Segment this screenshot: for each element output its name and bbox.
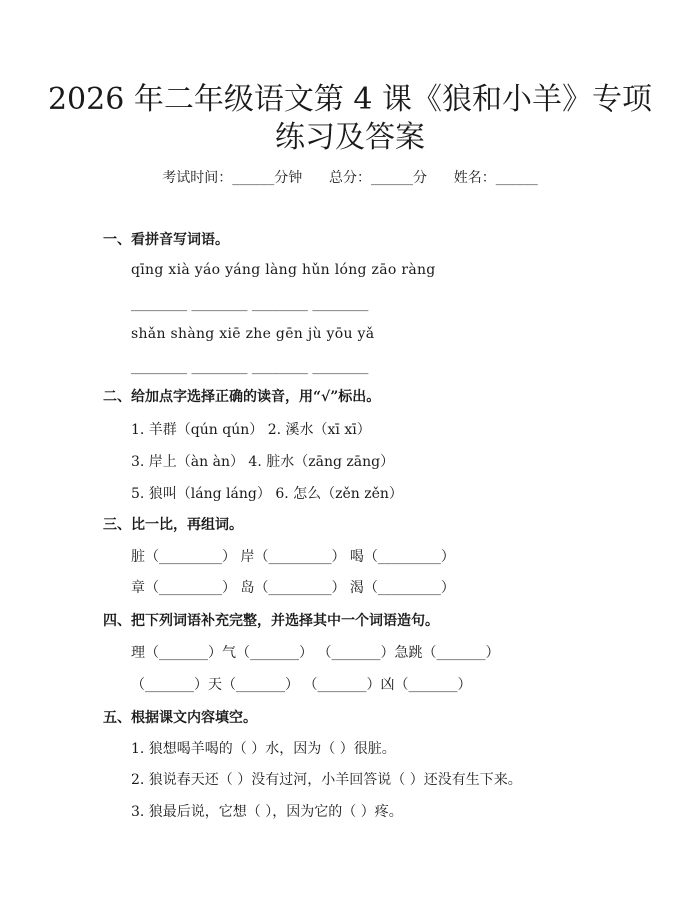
section-3-row-1: 脏（_________） 岸（_________） 喝（_________） — [131, 549, 455, 565]
section-1-heading: 一、看拼音写词语。 — [103, 232, 229, 248]
name-blank: ______ — [495, 170, 538, 186]
total-score-blank: ______ — [371, 170, 413, 186]
section-1-pinyin-row-1: qīng xià yáo yáng làng hǔn lóng zāo ràng — [131, 262, 436, 278]
section-4-row-1: 理（_______）气（_______） （_______）急跳（_______） — [131, 645, 500, 661]
section-2-row-3: 5. 狼叫（láng láng） 6. 怎么（zěn zěn） — [131, 486, 403, 502]
section-2-heading: 二、给加点字选择正确的读音，用“√”标出。 — [103, 389, 381, 405]
exam-info — [0, 167, 700, 189]
page-title-line2: 练习及答案 — [275, 120, 425, 155]
section-2-row-1: 1. 羊群（qún qún） 2. 溪水（xī xī） — [131, 422, 371, 438]
section-5-heading: 五、根据课文内容填空。 — [103, 710, 257, 726]
name-label: 姓名： — [453, 170, 496, 186]
page-title-line1: 2026 年二年级语文第 4 课《狼和小羊》专项 — [47, 82, 653, 117]
section-1-pinyin-row-2: shǎn shàng xiē zhe gēn jù yōu yǎ — [131, 326, 375, 342]
section-5-row-2: 2. 狼说春天还（ ）没有过河，小羊回答说（ ）还没有生下来。 — [131, 772, 522, 788]
exam-time-blank: ______ — [232, 170, 275, 186]
section-3-heading: 三、比一比，再组词。 — [103, 517, 243, 533]
section-2-row-2: 3. 岸上（àn àn） 4. 脏水（zāng zāng） — [131, 454, 395, 470]
section-1-answer-blanks-2: ________ ________ ________ ________ — [131, 359, 369, 375]
section-4-row-2: （_______）天（_______） （_______）凶（_______） — [131, 677, 472, 693]
section-3-row-2: 章（_________） 岛（_________） 渴（_________） — [131, 580, 455, 596]
section-5-row-3: 3. 狼最后说，它想（ ），因为它的（ ）疼。 — [131, 804, 403, 820]
section-1-answer-blanks-1: ________ ________ ________ ________ — [131, 296, 369, 312]
exam-time-unit: 分钟 — [274, 170, 303, 186]
total-score-unit: 分 — [413, 170, 427, 186]
section-4-heading: 四、把下列词语补充完整，并选择其中一个词语造句。 — [103, 613, 439, 629]
exam-time-label: 考试时间： — [162, 170, 233, 186]
section-5-row-1: 1. 狼想喝羊喝的（ ）水，因为（ ）很脏。 — [131, 741, 396, 757]
total-score-label: 总分： — [329, 170, 371, 186]
